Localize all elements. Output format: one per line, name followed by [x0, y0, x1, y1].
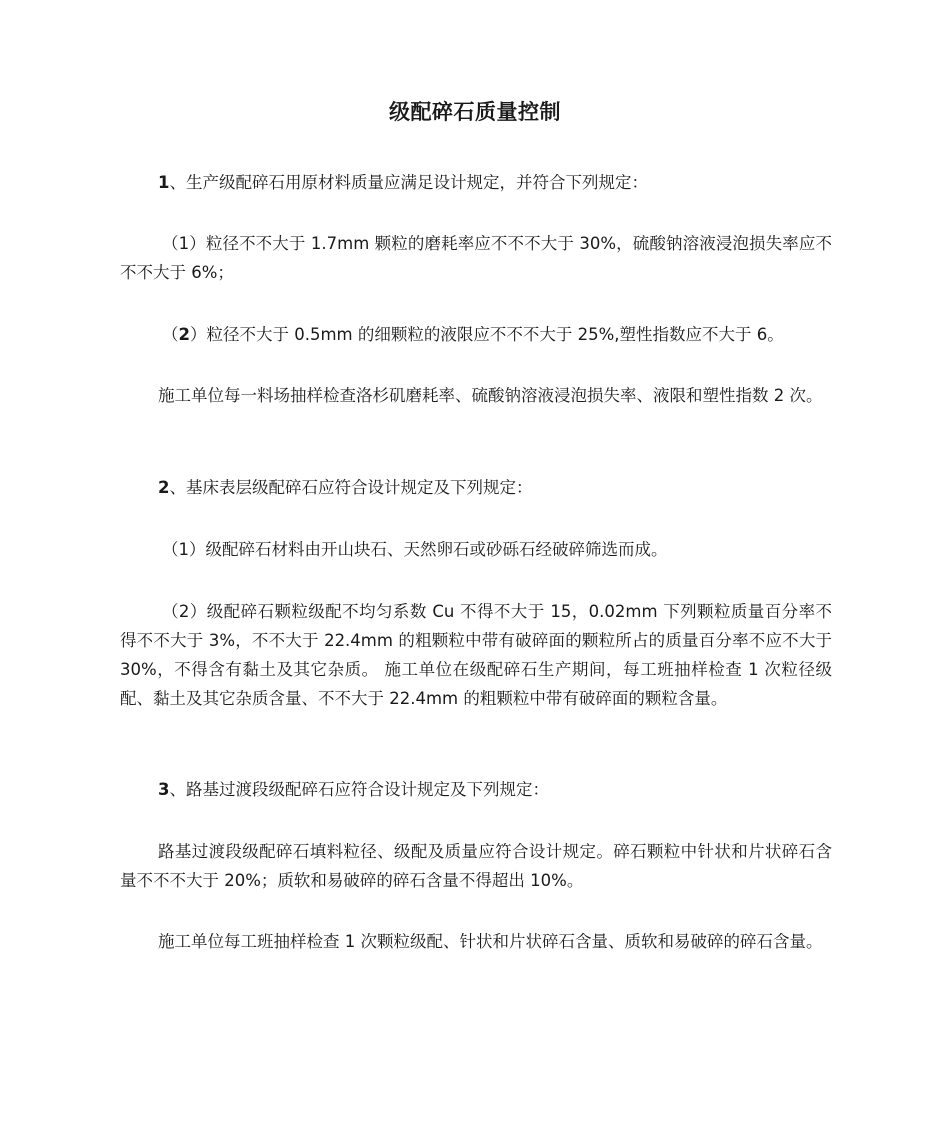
section-1-item-2-text: ）粒径不大于 0.5mm 的细颗粒的液限应不不不大于 25%,塑性指数应不大于 6。 — [189, 325, 784, 344]
section-1-inspection: 施工单位每一料场抽样检查洛杉矶磨耗率、硫酸钠溶液浸泡损失率、液限和塑性指数 2 次。 — [158, 386, 823, 405]
section-1-item-2 — [120, 320, 832, 349]
section-1-item-2-prefix: （ — [162, 325, 179, 344]
section-2-item-2: （2）级配碎石颗粒级配不均匀系数 Cu 不得不大于 15，0.02mm 下列颗粒质量百分率不得不不大于 3%，不不大于 22.4mm 的粗颗粒中带有破碎面的颗粒所占的质量百分率不应不大于 30%，不得含有黏土及其它杂质。 施工单位在级配碎石生产期间，每工班抽样检查 1 次粒径级配、黏土及其它杂质含量、不不大于 22.4mm 的粗颗粒中带有破碎面的颗粒含量。 — [120, 602, 832, 708]
section-2-number: 2 — [158, 478, 170, 497]
section-3-heading — [120, 775, 832, 804]
section-2-heading — [120, 473, 832, 502]
section-3-heading-text: 、路基过渡段级配碎石应符合设计规定及下列规定： — [169, 780, 549, 799]
section-1-item-2-number: 2 — [178, 325, 190, 344]
section-2-heading-text: 、基床表层级配碎石应符合设计规定及下列规定： — [169, 478, 533, 497]
section-1-item-1: （1）粒径不不大于 1.7mm 颗粒的磨耗率应不不不大于 30%，硫酸钠溶液浸泡损失率应不不不大于 6%； — [120, 234, 832, 282]
section-1-heading — [120, 168, 832, 197]
section-3-number: 3 — [158, 780, 170, 799]
section-2-item-1: （1）级配碎石材料由开山块石、天然卵石或砂砾石经破碎筛选而成。 — [162, 540, 668, 559]
document-title: 级配碎石质量控制 — [389, 100, 561, 124]
section-1-heading-text: 、生产级配碎石用原材料质量应满足设计规定，并符合下列规定： — [169, 173, 648, 192]
section-3-inspection: 施工单位每工班抽样检查 1 次颗粒级配、针状和片状碎石含量、质软和易破碎的碎石含量。 — [158, 932, 823, 951]
section-3-body: 路基过渡段级配碎石填料粒径、级配及质量应符合设计规定。碎石颗粒中针状和片状碎石含量不不不大于 20%；质软和易破碎的碎石含量不得超出 10%。 — [120, 842, 832, 890]
section-1-number: 1 — [158, 173, 170, 192]
